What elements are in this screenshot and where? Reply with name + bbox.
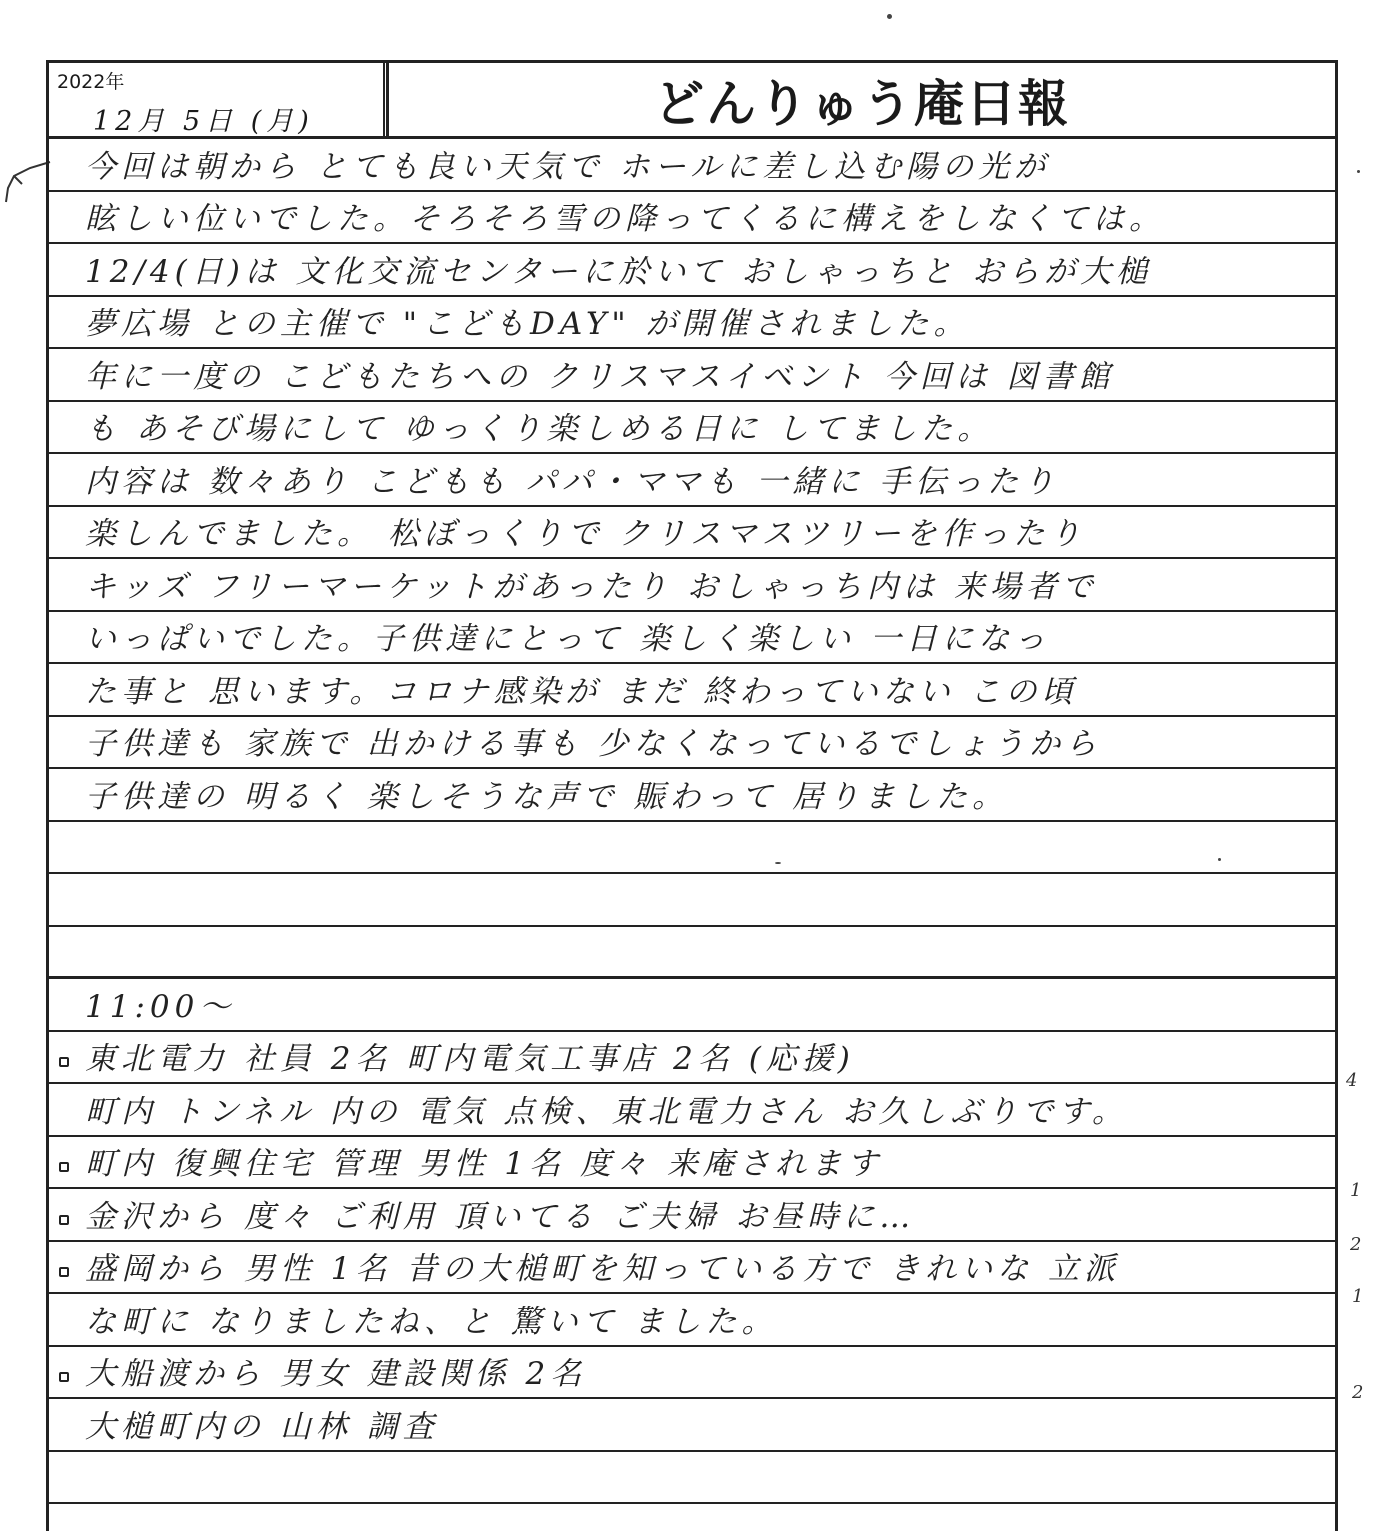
visitor-line xyxy=(49,1189,1335,1242)
visitor-entry: 大船渡から 男女 建設関係 2名 xyxy=(85,1356,587,1392)
visitor-entry: 東北電力 社員 2名 町内電気工事店 2名 (応援) xyxy=(85,1041,855,1077)
margin-count: 4 xyxy=(1346,1070,1358,1091)
report-title: どんりゅう庵日報 xyxy=(654,74,1070,133)
ruled-line xyxy=(49,244,1335,297)
margin-count: 2 xyxy=(1352,1382,1364,1403)
visitor-entry: な町に なりましたね、と 驚いて ました。 xyxy=(85,1303,778,1340)
margin-count: 1 xyxy=(1350,1180,1362,1201)
visitor-line xyxy=(49,1032,1335,1085)
scan-speck xyxy=(1357,170,1360,173)
handwritten-line: 楽しんでました。 松ぼっくりで クリスマスツリーを作ったり xyxy=(85,516,1086,552)
visitor-line xyxy=(49,1294,1335,1347)
checkbox-bullet-icon xyxy=(59,1057,69,1067)
checkbox-bullet-icon xyxy=(59,1372,69,1382)
visit-time: 11:00〜 xyxy=(85,988,236,1025)
ruled-line xyxy=(49,297,1335,350)
handwritten-line: 夢広場 との主催で "こどもDAY" が開催されました。 xyxy=(85,306,970,342)
handwritten-line: 年に一度の こどもたちへの クリスマスイベント 今回は 図書館 xyxy=(85,358,1115,395)
ruled-line xyxy=(49,769,1335,822)
handwritten-line: 12/4(日)は 文化交流センターに於いて おしゃっちと おらが大槌 xyxy=(85,253,1153,290)
report-header xyxy=(49,63,1335,139)
handwritten-line: 子供達の 明るく 楽しそうな声で 賑わって 居りました。 xyxy=(85,778,1009,815)
ruled-line xyxy=(49,139,1335,192)
handwritten-line: た事と 思います。コロナ感染が まだ 終わっていない この頃 xyxy=(85,673,1078,710)
margin-count: 2 xyxy=(1350,1234,1362,1255)
visitor-entry: 町内 トンネル 内の 電気 点検、東北電力さん お久しぶりです。 xyxy=(85,1093,1128,1130)
ruled-line xyxy=(49,402,1335,455)
ruled-line xyxy=(49,717,1335,770)
ruled-line xyxy=(49,874,1335,927)
ruled-line xyxy=(49,454,1335,507)
section-divider-line xyxy=(49,927,1335,980)
handwritten-line: 今回は朝から とても良い天気で ホールに差し込む陽の光が xyxy=(85,148,1051,185)
visitor-line xyxy=(49,1347,1335,1400)
ruled-line xyxy=(49,822,1335,875)
ruled-line xyxy=(49,559,1335,612)
ruled-line xyxy=(49,192,1335,245)
visitor-entry: 金沢から 度々 ご利用 頂いてる ご夫婦 お昼時に… xyxy=(85,1198,916,1235)
visitor-entry: 盛岡から 男性 1名 昔の大槌町を知っている方で きれいな 立派 xyxy=(85,1251,1120,1287)
visitor-line xyxy=(49,1084,1335,1137)
handwritten-line: いっぱいでした。子供達にとって 楽しく楽しい 一日になっ xyxy=(85,621,1051,657)
visitor-entry: 町内 復興住宅 管理 男性 1名 度々 来庵されます xyxy=(85,1146,883,1182)
handwritten-line: キッズ フリーマーケットがあったり おしゃっち内は 来場者で xyxy=(85,568,1098,605)
ruled-line xyxy=(49,349,1335,402)
checkbox-bullet-icon xyxy=(59,1162,69,1172)
handwritten-line: も あそび場にして ゆっくり楽しめる日に してました。 xyxy=(85,411,994,447)
visitor-line xyxy=(49,1137,1335,1190)
checkbox-bullet-icon xyxy=(59,1215,69,1225)
date-month-day: 12月 5日 (月) xyxy=(93,106,314,137)
handwritten-line: 子供達も 家族で 出かける事も 少なくなっているでしょうから xyxy=(85,726,1102,762)
visitor-line xyxy=(49,979,1335,1032)
checkbox-bullet-icon xyxy=(59,1267,69,1277)
visitor-line xyxy=(49,1452,1335,1505)
handwritten-line: 内容は 数々あり こどもも パパ・ママも 一緒に 手伝ったり xyxy=(85,463,1060,500)
ruled-line xyxy=(49,664,1335,717)
scan-speck xyxy=(887,14,892,19)
date-year: 2022年 xyxy=(57,71,125,93)
ruled-line xyxy=(49,612,1335,665)
ruled-line xyxy=(49,507,1335,560)
date-box xyxy=(49,63,389,136)
handwritten-line: 眩しい位いでした。そろそろ雪の降ってくるに構えをしなくては。 xyxy=(85,201,1165,237)
daily-report-sheet xyxy=(46,60,1338,1531)
margin-count: 1 xyxy=(1352,1286,1364,1307)
visitor-entry: 大槌町内の 山林 調査 xyxy=(85,1408,439,1445)
visitor-line xyxy=(49,1242,1335,1295)
visitor-line xyxy=(49,1399,1335,1452)
